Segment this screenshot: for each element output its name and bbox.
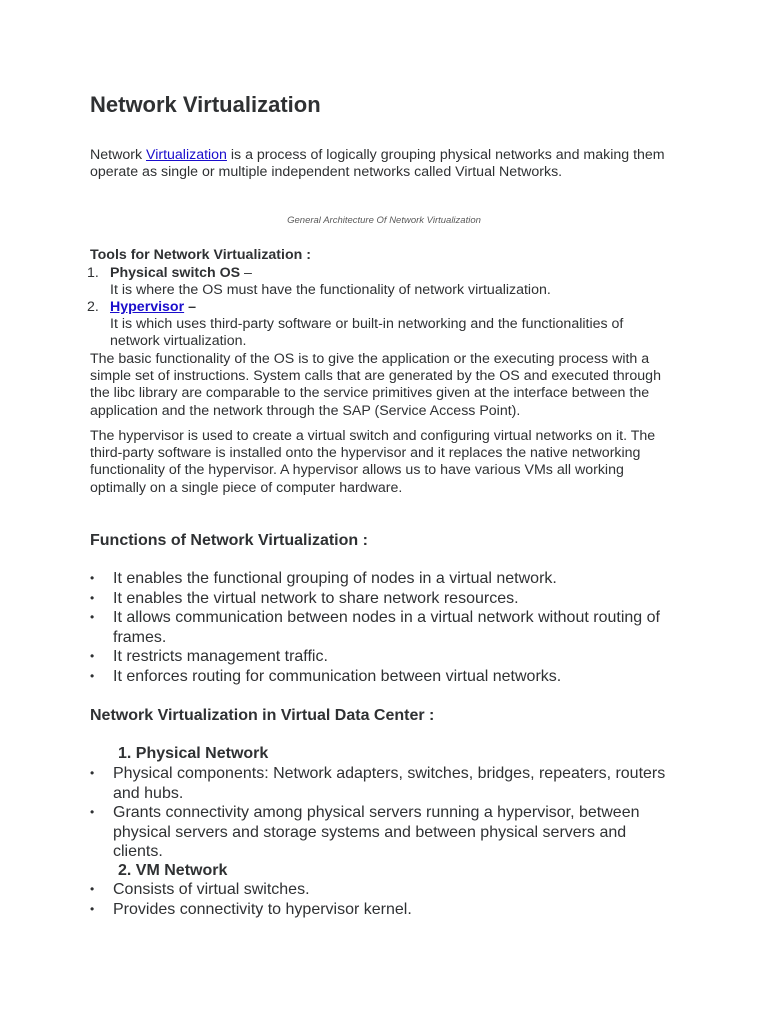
- intro-text-after: is a process of logically grouping physical networks and making them operate as single or multiple independent networks called Virtual Networks.: [90, 147, 665, 180]
- tool-description: It is where the OS must have the functionality of network virtualization.: [110, 282, 551, 298]
- list-item: • It enforces routing for communication between virtual networks.: [90, 667, 680, 687]
- tools-heading: Tools for Network Virtualization :: [90, 247, 311, 263]
- vm-network-list: [90, 880, 680, 919]
- paragraph-os-functionality: The basic functionality of the OS is to give the application or the executing process with a simple set of instructions. System calls that are generated by the OS and executed through the libc library are comparable to the service primitives given at the interface between the application and the network through the SAP (Service Access Point).: [90, 351, 661, 419]
- list-item: • Provides connectivity to hypervisor kernel.: [90, 900, 680, 920]
- list-item: • It enables the virtual network to share network resources.: [90, 589, 680, 609]
- functions-list: [90, 569, 680, 686]
- hypervisor-link[interactable]: Hypervisor: [110, 299, 185, 315]
- figure-caption: General Architecture Of Network Virtualization: [287, 215, 481, 226]
- list-item: • Grants connectivity among physical servers running a hypervisor, between physical servers and storage systems and between physical servers and clients.: [90, 803, 680, 862]
- virtualization-link[interactable]: Virtualization: [145, 147, 227, 163]
- tool-dash: –: [240, 265, 252, 281]
- physical-network-list: [90, 764, 680, 862]
- page-title: Network Virtualization: [90, 92, 321, 117]
- section-title-vm-network: 2. VM Network: [118, 862, 228, 879]
- paragraph-hypervisor: The hypervisor is used to create a virtual switch and configuring virtual networks on it. The third-party software is installed onto the hypervisor and it replaces the native networking functionality of the hypervisor. A hypervisor allows us to have various VMs all working optimally on a single piece of computer hardware.: [90, 428, 656, 496]
- list-item: • It allows communication between nodes in a virtual network without routing of frames.: [90, 608, 680, 647]
- tool-name-text: Physical switch OS: [110, 265, 241, 281]
- list-item: • Physical components: Network adapters, switches, bridges, repeaters, routers and hubs.: [90, 764, 680, 803]
- functions-heading: Functions of Network Virtualization :: [90, 532, 368, 549]
- list-item: • It restricts management traffic.: [90, 647, 680, 667]
- intro-paragraph: [90, 147, 665, 181]
- intro-text-before: Network: [90, 147, 146, 163]
- section-title-physical-network: 1. Physical Network: [118, 745, 269, 762]
- datacenter-heading: Network Virtualization in Virtual Data Center :: [90, 707, 435, 724]
- tool-description: It is which uses third-party software or built-in networking and the functionalities of network virtualization.: [110, 316, 624, 349]
- tool-number: 1.: [87, 265, 99, 281]
- tool-name: [110, 299, 196, 316]
- tool-name: [110, 265, 252, 282]
- list-item: • It enables the functional grouping of nodes in a virtual network.: [90, 569, 680, 589]
- list-item: • Consists of virtual switches.: [90, 880, 680, 900]
- tool-dash: –: [184, 299, 196, 315]
- tool-number: 2.: [87, 299, 99, 315]
